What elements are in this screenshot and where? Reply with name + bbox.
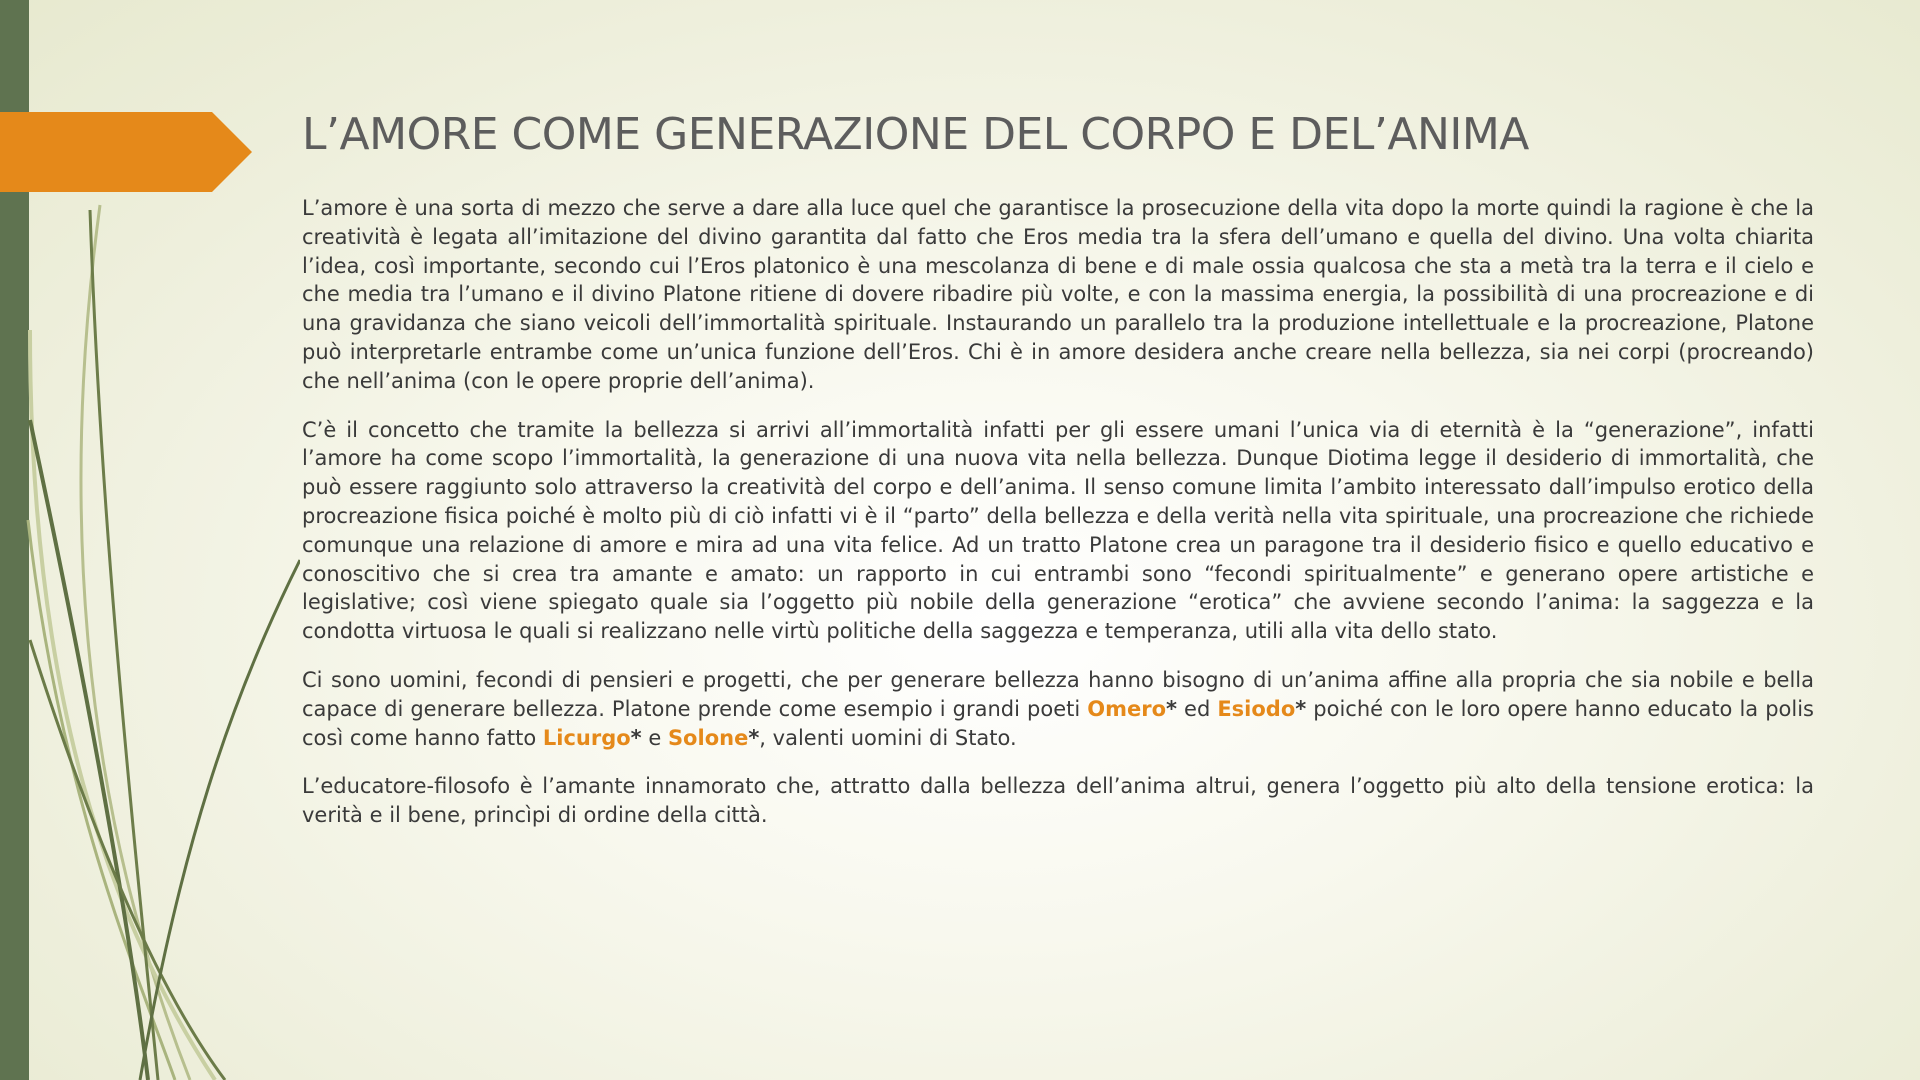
highlight-name-omero: Omero <box>1087 696 1166 721</box>
highlight-name-esiodo: Esiodo <box>1217 696 1296 721</box>
footnote-star: * <box>1166 696 1177 721</box>
highlight-name-licurgo: Licurgo <box>542 725 631 750</box>
footnote-star: * <box>748 725 760 750</box>
slide-title: L’AMORE COME GENERAZIONE DEL CORPO E DEL’ANIMA <box>302 109 1529 160</box>
paragraph-3-text-2: ed <box>1176 696 1218 721</box>
footnote-star: * <box>630 725 642 750</box>
slide-body <box>302 194 1814 850</box>
paragraph-2: C’è il concetto che tramite la bellezza si arrivi all’immortalità infatti per gli essere umani l’unica via di eternità è la “generazione”, infatti l’amore ha come scopo l’immortalità, la generazione di una nuova vita nella bellezza. Dunque Diotima legge il desiderio di immortalità, che può essere raggiunto solo attraverso la creatività del corpo e dell’anima. Il senso comune limita l’ambito interessato dall’impulso erotico della procreazione fisica poiché è molto più di ciò infatti vi è il “parto” della bellezza e della verità nella vita spirituale, una procreazione che richiede comunque una relazione di amore e mira ad una vita felice. Ad un tratto Platone crea un paragone tra il desiderio fisico e quello educativo e conoscitivo che si crea tra amante e amato: un rapporto in cui entrambi sono “fecondi spiritualmente” e generano opere artistiche e legislative; così viene spiegato quale sia l’oggetto più nobile della generazione “erotica” che avviene secondo l’anima: la saggezza e la condotta virtuosa le quali si realizzano nelle virtù politiche della saggezza e temperanza, utili alla vita dello stato. <box>302 417 1814 644</box>
paragraph-3 <box>302 666 1814 752</box>
footnote-star: * <box>1295 696 1307 721</box>
paragraph-4: L’educatore-filosofo è l’amante innamorato che, attratto dalla bellezza dell’anima altrui, genera l’oggetto più alto della tensione erotica: la verità e il bene, princìpi di ordine della città. <box>302 774 1814 828</box>
highlight-name-solone: Solone <box>667 725 749 750</box>
paragraph-3-text-3: poiché con le loro opere hanno educato la polis così come hanno fatto <box>302 696 1814 750</box>
paragraph-3-text-4: e <box>641 725 668 750</box>
orange-arrow-marker <box>0 112 252 192</box>
paragraph-1: L’amore è una sorta di mezzo che serve a dare alla luce quel che garantisce la prosecuzione della vita dopo la morte quindi la ragione è che la creatività è legata all’imitazione del divino garantita dal fatto che Eros media tra la sfera dell’umano e quella del divino. Una volta chiarita l’idea, così importante, secondo cui l’Eros platonico è una mescolanza di bene e di male ossia qualcosa che sta a metà tra la terra e il cielo e che media tra l’umano e il divino Platone ritiene di dovere ribadire più volte, e con la massima energia, la possibilità di una procreazione e di una gravidanza che siano veicoli dell’immortalità spirituale. Instaurando un parallelo tra la produzione intellettuale e la procreazione, Platone può interpretarle entrambe come un’unica funzione dell’Eros. Chi è in amore desidera anche creare nella bellezza, sia nei corpi (procreando) che nell’anima (con le opere proprie dell’anima). <box>302 196 1814 393</box>
paragraph-3-text-1: Ci sono uomini, fecondi di pensieri e progetti, che per generare bellezza hanno bisogno di un’anima affine alla propria che sia nobile e bella capace di generare bellezza. Platone prende come esempio i grandi poeti <box>302 667 1814 721</box>
paragraph-3-text-5: , valenti uomini di Stato. <box>759 725 1017 750</box>
